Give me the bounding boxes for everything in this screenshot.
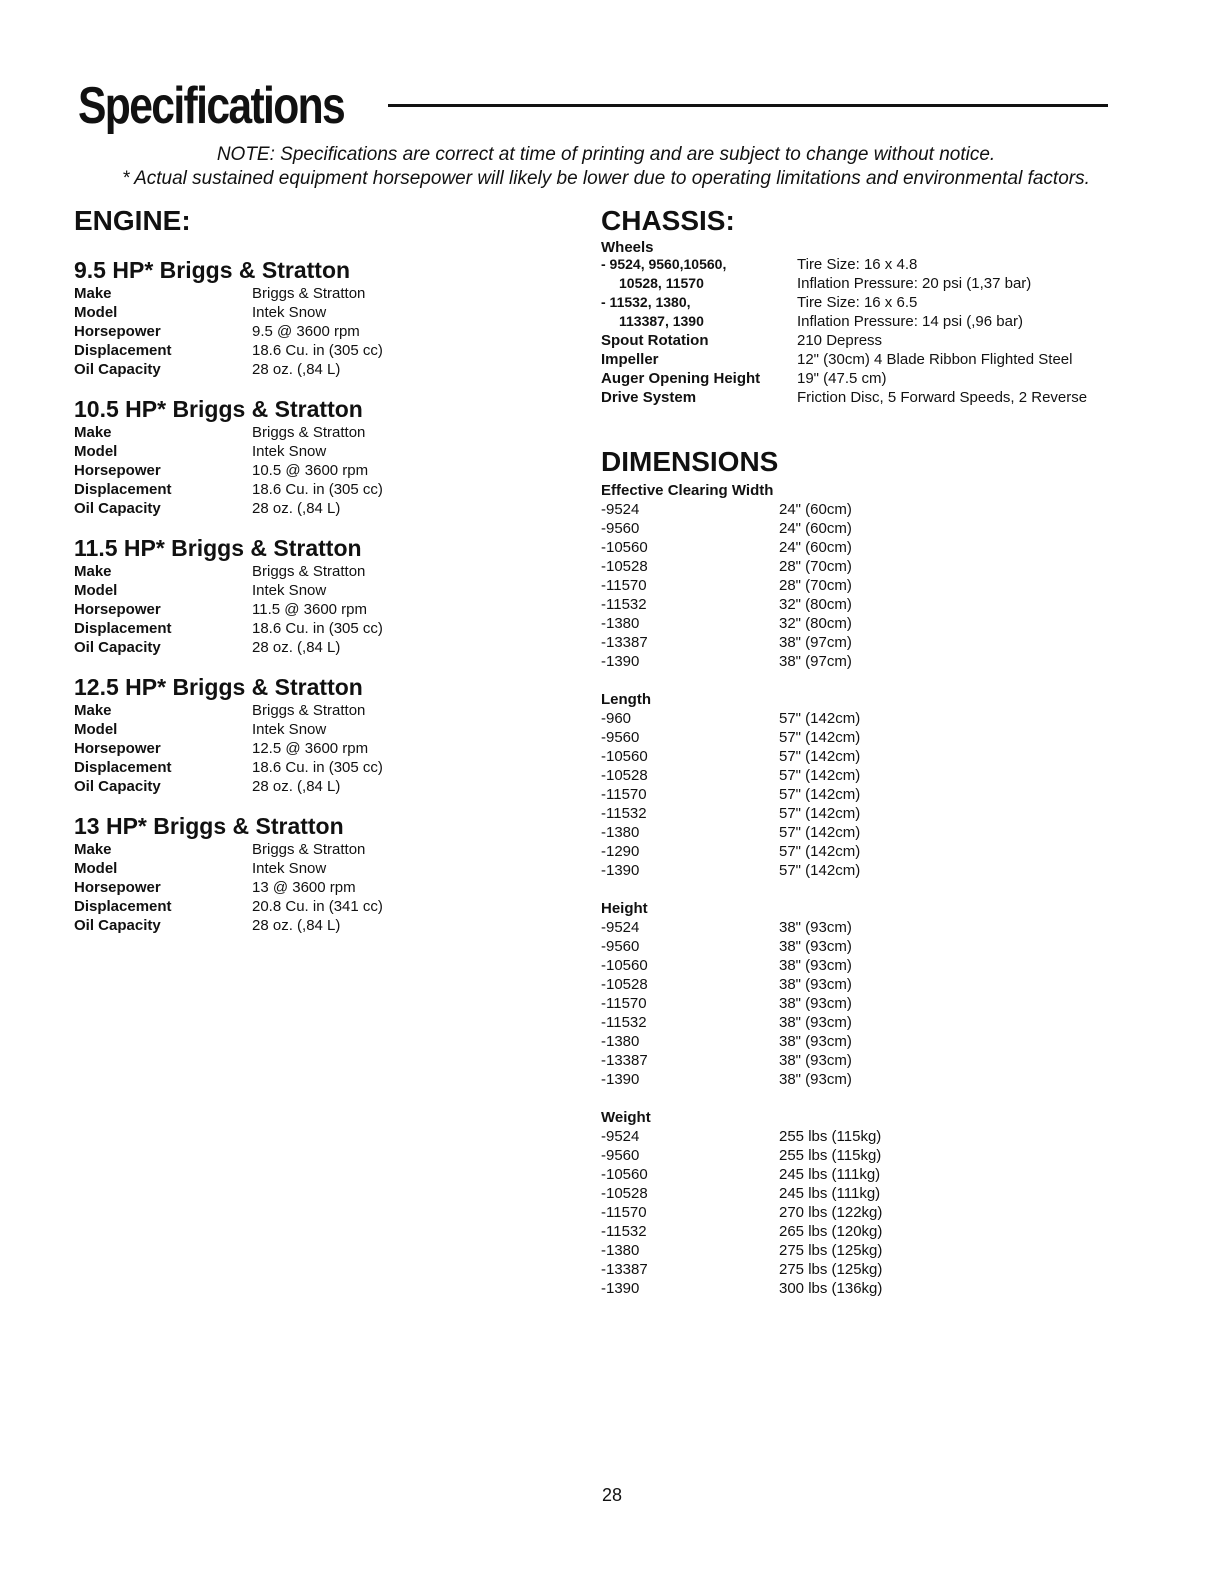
spec-value: 28 oz. (,84 L) [252, 361, 341, 378]
dimension-group [601, 690, 1201, 880]
spec-row [74, 758, 383, 777]
chassis-label: Spout Rotation [601, 332, 709, 349]
dimension-value: 245 lbs (111kg) [779, 1166, 881, 1183]
dimension-model: -9560 [601, 520, 640, 537]
dimension-group [601, 481, 1201, 671]
dimension-row [601, 1146, 882, 1165]
spec-label: Oil Capacity [74, 917, 161, 934]
dimension-table [601, 918, 852, 1089]
title-rule [388, 104, 1108, 107]
dimension-model: -10528 [601, 558, 648, 575]
dimension-model: -960 [601, 710, 632, 727]
engine-block [74, 395, 534, 518]
chassis-value: Friction Disc, 5 Forward Speeds, 2 Reverse [797, 389, 1088, 406]
dimension-model: -1380 [601, 1242, 640, 1259]
dimension-model: -11532 [601, 596, 647, 613]
page-title: Specifications [78, 77, 345, 135]
chassis-value: Inflation Pressure: 20 psi (1,37 bar) [797, 275, 1032, 292]
spec-label: Model [74, 860, 118, 877]
chassis-value: 12" (30cm) 4 Blade Ribbon Flighted Steel [797, 351, 1073, 368]
spec-label: Displacement [74, 620, 172, 637]
chassis-heading: CHASSIS: [601, 205, 735, 236]
spec-value: Briggs & Stratton [252, 285, 366, 302]
dimension-row [601, 823, 860, 842]
chassis-value: Inflation Pressure: 14 psi (,96 bar) [797, 313, 1023, 330]
spec-row [74, 916, 383, 935]
dimension-group-title: Height [601, 900, 648, 917]
spec-label: Model [74, 721, 118, 738]
dimension-row [601, 937, 852, 956]
spec-label: Oil Capacity [74, 361, 161, 378]
engine-column [74, 204, 534, 951]
spec-label: Horsepower [74, 740, 161, 757]
dimension-row [601, 1279, 882, 1298]
dimension-group-title: Effective Clearing Width [601, 482, 774, 499]
engine-heading: ENGINE: [74, 205, 191, 236]
spec-value: 20.8 Cu. in (341 cc) [252, 898, 383, 915]
dimension-value: 245 lbs (111kg) [779, 1185, 881, 1202]
spec-label: Oil Capacity [74, 778, 161, 795]
dimension-value: 57" (142cm) [779, 824, 861, 841]
dimension-row [601, 1051, 852, 1070]
dimension-model: -11532 [601, 805, 647, 822]
chassis-label: Auger Opening Height [601, 370, 761, 387]
dimension-model: -10560 [601, 1166, 648, 1183]
spec-value: Briggs & Stratton [252, 424, 366, 441]
dimension-model: -1290 [601, 843, 640, 860]
spec-label: Displacement [74, 481, 172, 498]
spec-row [74, 562, 383, 581]
dimension-value: 38" (97cm) [779, 653, 852, 670]
dimension-value: 57" (142cm) [779, 748, 861, 765]
dimension-row [601, 1070, 852, 1089]
engine-block [74, 673, 534, 796]
dimension-value: 38" (93cm) [779, 957, 852, 974]
dimension-model: -11570 [601, 1204, 647, 1221]
chassis-row [601, 312, 1087, 331]
dimension-row [601, 1184, 882, 1203]
spec-label: Model [74, 582, 118, 599]
dimension-group [601, 1108, 1201, 1298]
dimension-value: 32" (80cm) [779, 615, 852, 632]
spec-label: Make [74, 702, 112, 719]
dimension-row [601, 595, 852, 614]
chassis-row [601, 350, 1087, 369]
dimension-model: -1380 [601, 1033, 640, 1050]
spec-label: Horsepower [74, 601, 161, 618]
note-line-2: * Actual sustained equipment horsepower will likely be lower due to operating limitations and environmental factors. [122, 168, 1090, 189]
dimension-value: 38" (97cm) [779, 634, 852, 651]
dimension-model: -11570 [601, 786, 647, 803]
chassis-label: - 11532, 1380, [601, 294, 691, 310]
spec-label: Horsepower [74, 323, 161, 340]
dimension-value: 32" (80cm) [779, 596, 852, 613]
spec-row [74, 360, 383, 379]
dimension-value: 38" (93cm) [779, 976, 852, 993]
dimension-row [601, 1222, 882, 1241]
dimension-model: -1390 [601, 1280, 640, 1297]
dimension-value: 300 lbs (136kg) [779, 1280, 883, 1297]
wheels-label: Wheels [601, 239, 654, 256]
spec-label: Oil Capacity [74, 639, 161, 656]
spec-label: Make [74, 563, 112, 580]
dimension-table [601, 1127, 882, 1298]
dimension-value: 38" (93cm) [779, 1033, 852, 1050]
dimension-value: 270 lbs (122kg) [779, 1204, 883, 1221]
spec-value: Briggs & Stratton [252, 702, 366, 719]
dimension-value: 275 lbs (125kg) [779, 1242, 883, 1259]
dimension-model: -1390 [601, 653, 640, 670]
spec-label: Make [74, 841, 112, 858]
spec-label: Oil Capacity [74, 500, 161, 517]
chassis-row [601, 388, 1087, 407]
dimension-value: 265 lbs (120kg) [779, 1223, 883, 1240]
chassis-value: 210 Depress [797, 332, 883, 349]
dimension-value: 57" (142cm) [779, 805, 861, 822]
spec-row [74, 638, 383, 657]
dimension-model: -1380 [601, 615, 640, 632]
dimension-row [601, 652, 852, 671]
chassis-label: 113387, 1390 [619, 313, 704, 329]
dimension-model: -11570 [601, 577, 647, 594]
dimension-row [601, 709, 860, 728]
dimension-row [601, 1165, 882, 1184]
engine-spec-table [74, 284, 383, 379]
spec-value: Intek Snow [252, 443, 327, 460]
dimension-value: 57" (142cm) [779, 767, 861, 784]
dimension-row [601, 519, 852, 538]
engine-spec-table [74, 562, 383, 657]
dimension-row [601, 614, 852, 633]
chassis-table [601, 255, 1087, 407]
dimension-value: 57" (142cm) [779, 729, 861, 746]
dimension-model: -13387 [601, 634, 648, 651]
dimension-model: -10528 [601, 976, 648, 993]
spec-label: Displacement [74, 898, 172, 915]
spec-value: 28 oz. (,84 L) [252, 778, 341, 795]
dimension-model: -9524 [601, 1128, 640, 1145]
spec-row [74, 341, 383, 360]
engine-block-title: 13 HP* Briggs & Stratton [74, 813, 344, 839]
dimension-value: 28" (70cm) [779, 577, 852, 594]
dimension-row [601, 500, 852, 519]
dimension-row [601, 557, 852, 576]
dimension-model: -9560 [601, 1147, 640, 1164]
dimension-row [601, 861, 860, 880]
engine-block [74, 812, 534, 935]
spec-row [74, 739, 383, 758]
engine-spec-table [74, 423, 383, 518]
dimension-model: -9560 [601, 729, 640, 746]
spec-label: Horsepower [74, 879, 161, 896]
dimension-model: -10528 [601, 1185, 648, 1202]
chassis-value: Tire Size: 16 x 6.5 [797, 294, 918, 311]
dimension-value: 255 lbs (115kg) [779, 1128, 882, 1145]
dimensions-heading: DIMENSIONS [601, 446, 779, 477]
chassis-label: Drive System [601, 389, 697, 406]
dimension-value: 38" (93cm) [779, 919, 852, 936]
engine-blocks [74, 256, 534, 935]
dimension-value: 275 lbs (125kg) [779, 1261, 883, 1278]
dimension-model: -10528 [601, 767, 648, 784]
dimension-row [601, 842, 860, 861]
dimension-row [601, 994, 852, 1013]
dimension-model: -1390 [601, 1071, 640, 1088]
spec-row [74, 701, 383, 720]
spec-value: 12.5 @ 3600 rpm [252, 740, 369, 757]
spec-value: 28 oz. (,84 L) [252, 500, 341, 517]
chassis-row [601, 369, 1087, 388]
spec-row [74, 897, 383, 916]
dimension-value: 57" (142cm) [779, 710, 861, 727]
spec-value: Intek Snow [252, 582, 327, 599]
dimension-model: -11532 [601, 1014, 647, 1031]
spec-value: Intek Snow [252, 860, 327, 877]
spec-value: Intek Snow [252, 304, 327, 321]
spec-label: Make [74, 424, 112, 441]
spec-value: 13 @ 3600 rpm [252, 879, 356, 896]
spec-row [74, 303, 383, 322]
spec-row [74, 777, 383, 796]
dimension-row [601, 918, 852, 937]
engine-block-title: 11.5 HP* Briggs & Stratton [74, 535, 362, 561]
note-line-1: NOTE: Specifications are correct at time of printing and are subject to change without notice. [216, 144, 996, 165]
spec-value: 28 oz. (,84 L) [252, 639, 341, 656]
spec-label: Displacement [74, 342, 172, 359]
spec-label: Displacement [74, 759, 172, 776]
spec-row [74, 480, 383, 499]
dimension-value: 57" (142cm) [779, 786, 861, 803]
dimension-model: -10560 [601, 748, 648, 765]
spec-label: Model [74, 443, 118, 460]
dimension-row [601, 576, 852, 595]
dimension-table [601, 709, 860, 880]
dimension-group-title: Weight [601, 1109, 651, 1126]
dimension-value: 38" (93cm) [779, 938, 852, 955]
dimension-row [601, 804, 860, 823]
dimension-value: 57" (142cm) [779, 843, 861, 860]
spec-row [74, 859, 383, 878]
dimension-table [601, 500, 852, 671]
spec-label: Make [74, 285, 112, 302]
dimension-row [601, 1013, 852, 1032]
dimension-model: -1390 [601, 862, 640, 879]
dimension-groups [601, 481, 1201, 1298]
dimension-value: 24" (60cm) [779, 539, 852, 556]
dimension-row [601, 728, 860, 747]
dimension-value: 38" (93cm) [779, 1014, 852, 1031]
dimension-model: -9524 [601, 501, 640, 518]
engine-block-title: 12.5 HP* Briggs & Stratton [74, 674, 363, 700]
right-column [601, 204, 1201, 1298]
chassis-value: 19" (47.5 cm) [797, 370, 887, 387]
dimension-row [601, 956, 852, 975]
spec-label: Model [74, 304, 118, 321]
spec-value: 9.5 @ 3600 rpm [252, 323, 360, 340]
dimension-group-title: Length [601, 691, 651, 708]
spec-row [74, 499, 383, 518]
spec-value: 10.5 @ 3600 rpm [252, 462, 369, 479]
chassis-label: - 9524, 9560,10560, [601, 256, 727, 272]
dimension-model: -9560 [601, 938, 640, 955]
dimension-model: -11532 [601, 1223, 647, 1240]
chassis-value: Tire Size: 16 x 4.8 [797, 256, 918, 273]
dimension-row [601, 1241, 882, 1260]
dimension-row [601, 975, 852, 994]
page-number: 28 [601, 1485, 623, 1505]
spec-row [74, 581, 383, 600]
title-row [78, 78, 1108, 134]
spec-value: 11.5 @ 3600 rpm [252, 601, 368, 618]
chassis-row [601, 274, 1087, 293]
spec-row [74, 461, 383, 480]
dimension-value: 24" (60cm) [779, 520, 852, 537]
dimension-model: -13387 [601, 1261, 648, 1278]
engine-spec-table [74, 701, 383, 796]
dimension-model: -10560 [601, 539, 648, 556]
spec-row [74, 600, 383, 619]
spec-row [74, 442, 383, 461]
chassis-label: Impeller [601, 351, 659, 368]
spec-value: 28 oz. (,84 L) [252, 917, 341, 934]
spec-row [74, 284, 383, 303]
engine-block [74, 256, 534, 379]
dimension-value: 28" (70cm) [779, 558, 852, 575]
spec-value: Briggs & Stratton [252, 563, 366, 580]
dimension-row [601, 633, 852, 652]
engine-block [74, 534, 534, 657]
dimension-value: 38" (93cm) [779, 1052, 852, 1069]
engine-spec-table [74, 840, 383, 935]
dimension-row [601, 747, 860, 766]
chassis-row [601, 331, 1087, 350]
chassis-row [601, 293, 1087, 312]
chassis-label: 10528, 11570 [619, 275, 704, 291]
spec-value: 18.6 Cu. in (305 cc) [252, 759, 383, 776]
spec-value: 18.6 Cu. in (305 cc) [252, 342, 383, 359]
dimension-value: 57" (142cm) [779, 862, 861, 879]
dimension-row [601, 538, 852, 557]
dimension-group [601, 899, 1201, 1089]
chassis-row [601, 255, 1087, 274]
spec-value: 18.6 Cu. in (305 cc) [252, 620, 383, 637]
spec-value: 18.6 Cu. in (305 cc) [252, 481, 383, 498]
spec-row [74, 878, 383, 897]
spec-row [74, 720, 383, 739]
spec-label: Horsepower [74, 462, 161, 479]
spec-row [74, 322, 383, 341]
dimension-row [601, 1203, 882, 1222]
spec-value: Briggs & Stratton [252, 841, 366, 858]
dimension-row [601, 1260, 882, 1279]
spec-value: Intek Snow [252, 721, 327, 738]
dimension-model: -13387 [601, 1052, 648, 1069]
dimension-value: 38" (93cm) [779, 995, 852, 1012]
dimension-row [601, 1127, 882, 1146]
dimension-model: -11570 [601, 995, 647, 1012]
dimension-value: 255 lbs (115kg) [779, 1147, 882, 1164]
dimension-value: 38" (93cm) [779, 1071, 852, 1088]
dimension-row [601, 766, 860, 785]
dimension-value: 24" (60cm) [779, 501, 852, 518]
dimension-model: -9524 [601, 919, 640, 936]
dimension-model: -1380 [601, 824, 640, 841]
spec-row [74, 423, 383, 442]
engine-block-title: 10.5 HP* Briggs & Stratton [74, 396, 363, 422]
engine-block-title: 9.5 HP* Briggs & Stratton [74, 257, 351, 283]
dimension-row [601, 1032, 852, 1051]
dimension-model: -10560 [601, 957, 648, 974]
dimension-row [601, 785, 860, 804]
spec-row [74, 619, 383, 638]
spec-row [74, 840, 383, 859]
